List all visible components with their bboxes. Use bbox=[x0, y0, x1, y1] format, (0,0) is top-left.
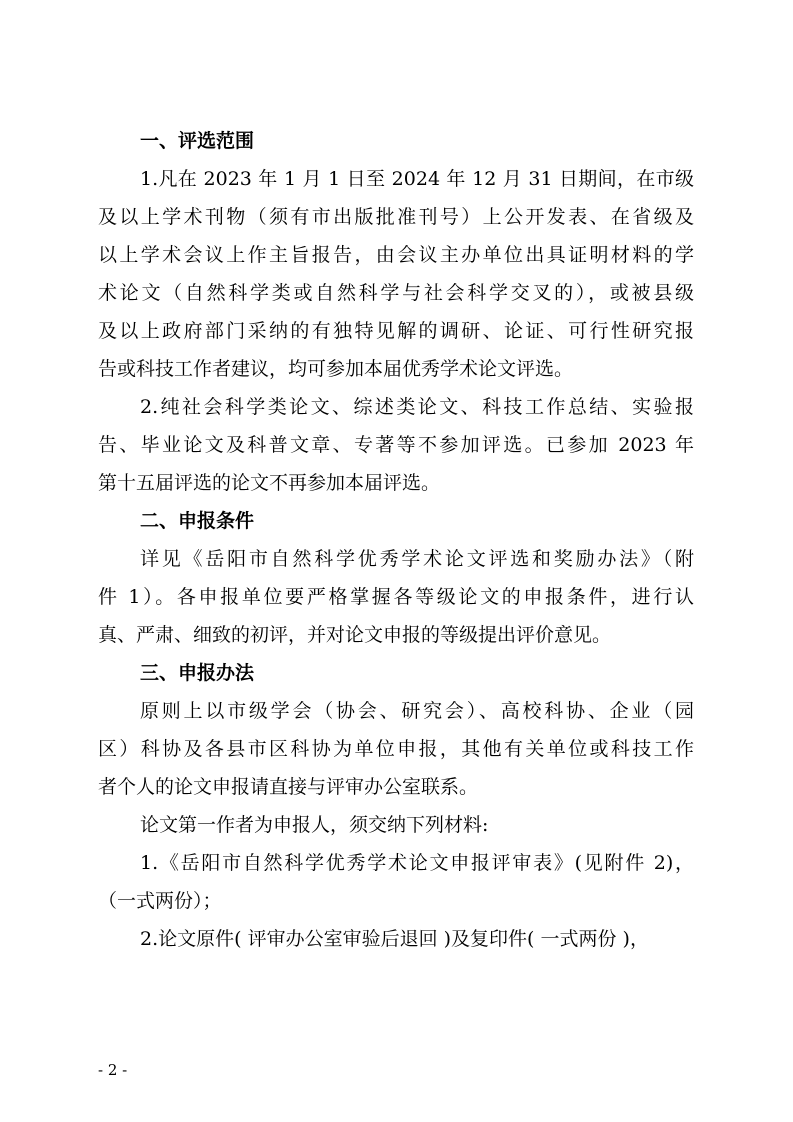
paragraph-line: （一式两份）； bbox=[98, 890, 222, 912]
paragraph-line: 术论文（自然科学类或自然科学与社会科学交叉的），或被县级 bbox=[98, 282, 694, 304]
page-number: - 2 - bbox=[98, 1061, 128, 1079]
paragraph-line: 以上学术会议上作主旨报告，由会议主办单位出具证明材料的学 bbox=[98, 244, 694, 266]
paragraph bbox=[98, 692, 694, 806]
paragraph-line: 1.《岳阳市自然科学优秀学术论文申报评审表》(见附件 2)， bbox=[140, 852, 694, 874]
paragraph-line: 详见《岳阳市自然科学优秀学术论文评选和奖励办法》（附 bbox=[140, 548, 694, 570]
paragraph-line: 者个人的论文申报请直接与评审办公室联系。 bbox=[98, 776, 479, 798]
paragraph-line: 1.凡在 2023 年 1 月 1 日至 2024 年 12 月 31 日期间，在市级 bbox=[140, 168, 694, 190]
paragraph-line: 告、毕业论文及科普文章、专著等不参加评选。已参加 2023 年 bbox=[98, 434, 694, 456]
paragraph-line: 真、严肃、细致的初评，并对论文申报的等级提出评价意见。 bbox=[98, 624, 612, 646]
paragraph-line: 论文第一作者为申报人，须交纳下列材料: bbox=[140, 814, 489, 836]
paragraph-line: 告或科技工作者建议，均可参加本届优秀学术论文评选。 bbox=[98, 358, 574, 380]
paragraph-line: 及以上学术刊物（须有市出版批准刊号）上公开发表、在省级及 bbox=[98, 206, 694, 228]
section-heading: 三、申报办法 bbox=[140, 662, 255, 684]
paragraph-line: 区）科协及各县市区科协为单位申报，其他有关单位或科技工作 bbox=[98, 738, 694, 760]
paragraph bbox=[98, 540, 694, 654]
paragraph-line: 2.论文原件( 评审办公室审验后退回 )及复印件( 一式两份 )， bbox=[140, 928, 649, 950]
paragraph-line: 及以上政府部门采纳的有独特见解的调研、论证、可行性研究报 bbox=[98, 320, 694, 342]
paragraph bbox=[98, 844, 694, 920]
paragraph-line: 第十五届评选的论文不再参加本届评选。 bbox=[98, 472, 441, 494]
paragraph bbox=[98, 920, 694, 958]
section-heading: 一、评选范围 bbox=[140, 130, 255, 152]
paragraph-line: 原则上以市级学会（协会、研究会）、高校科协、企业（园 bbox=[140, 700, 694, 722]
paragraph-line: 件 1）。各申报单位要严格掌握各等级论文的申报条件，进行认 bbox=[98, 586, 694, 608]
paragraph bbox=[98, 160, 694, 388]
paragraph bbox=[98, 806, 694, 844]
paragraph bbox=[98, 388, 694, 502]
paragraph-line: 2.纯社会科学类论文、综述类论文、科技工作总结、实验报 bbox=[140, 396, 694, 418]
document-body bbox=[98, 122, 694, 958]
section-heading: 二、申报条件 bbox=[140, 510, 255, 532]
